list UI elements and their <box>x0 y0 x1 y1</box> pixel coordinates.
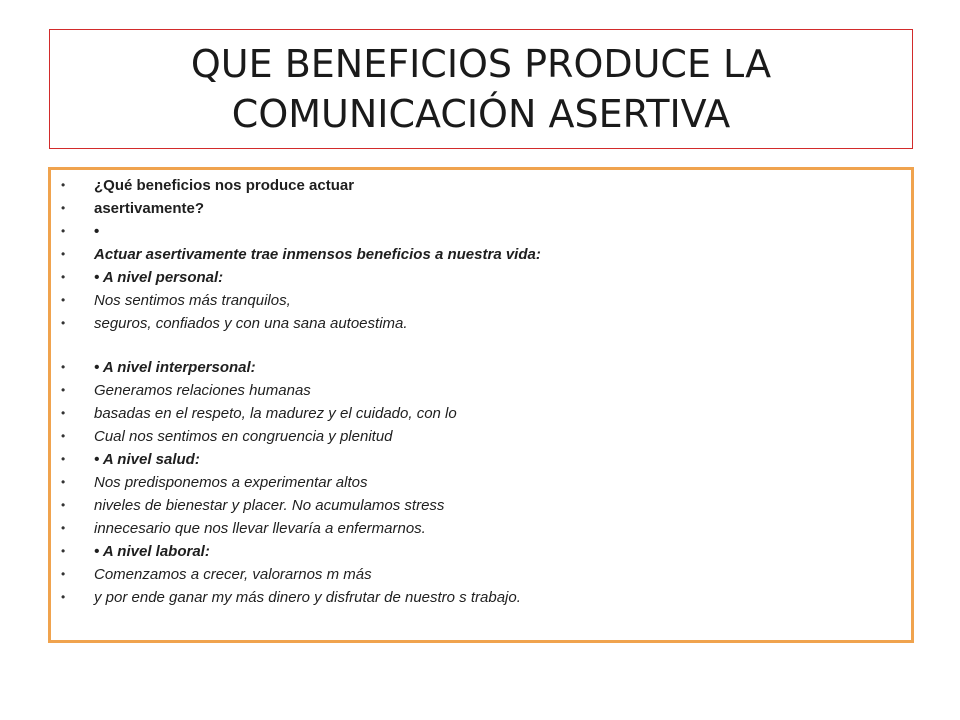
slide-title-line-2: COMUNICACIÓN ASERTIVA <box>231 92 731 136</box>
bullet-icon: • <box>61 270 66 284</box>
bullet-icon: • <box>61 452 66 466</box>
list-item-text: y por ende ganar my más dinero y disfrutar de nuestro s trabajo. <box>94 589 521 606</box>
list-item-text: Generamos relaciones humanas <box>94 382 311 399</box>
list-item-text: Actuar asertivamente trae inmensos beneficios a nuestra vida: <box>94 246 541 263</box>
list-item <box>51 448 911 471</box>
list-item-text: niveles de bienestar y placer. No acumulamos stress <box>94 497 445 514</box>
list-item <box>51 586 911 609</box>
list-item <box>51 312 911 335</box>
list-item <box>51 402 911 425</box>
list-item-text: seguros, confiados y con una sana autoestima. <box>94 315 408 332</box>
section-heading-laboral: • A nivel laboral: <box>94 543 210 560</box>
title-box <box>49 29 913 149</box>
bullet-icon: • <box>61 498 66 512</box>
list-item <box>51 540 911 563</box>
list-item-text: asertivamente? <box>94 200 205 217</box>
bullet-icon: • <box>61 224 66 238</box>
list-item <box>51 563 911 586</box>
list-item <box>51 289 911 312</box>
list-item <box>51 494 911 517</box>
bullet-icon: • <box>61 521 66 535</box>
slide-title <box>191 39 771 139</box>
list-item <box>51 174 911 197</box>
list-item-text: Nos sentimos más tranquilos, <box>94 292 291 309</box>
list-item-text: Cual nos sentimos en congruencia y plenitud <box>94 428 393 445</box>
section-heading-interpersonal: • A nivel interpersonal: <box>94 359 256 376</box>
list-item-text: Nos predisponemos a experimentar altos <box>94 474 368 491</box>
list-item <box>51 517 911 540</box>
bullet-icon: • <box>61 475 66 489</box>
list-item <box>51 471 911 494</box>
bullet-icon: • <box>61 316 66 330</box>
bullet-icon: • <box>61 201 66 215</box>
list-item <box>51 379 911 402</box>
list-item-text: innecesario que nos llevar llevaría a enfermarnos. <box>94 520 426 537</box>
bullet-list <box>51 174 911 609</box>
bullet-icon: • <box>61 293 66 307</box>
bullet-icon: • <box>61 383 66 397</box>
list-item-text: Comenzamos a crecer, valorarnos m más <box>94 566 372 583</box>
content-box <box>48 167 914 643</box>
list-item <box>51 266 911 289</box>
bullet-icon: • <box>61 567 66 581</box>
list-item <box>51 356 911 379</box>
bullet-icon: • <box>61 178 66 192</box>
list-item <box>51 425 911 448</box>
bullet-icon: • <box>61 406 66 420</box>
bullet-icon: • <box>61 360 66 374</box>
list-item <box>51 220 911 243</box>
list-item-text: • <box>94 223 100 240</box>
section-heading-personal: • A nivel personal: <box>94 269 224 286</box>
list-item <box>51 197 911 220</box>
list-item <box>51 243 911 266</box>
bullet-icon: • <box>61 544 66 558</box>
bullet-icon: • <box>61 247 66 261</box>
section-heading-salud: • A nivel salud: <box>94 451 200 468</box>
bullet-icon: • <box>61 590 66 604</box>
bullet-icon: • <box>61 429 66 443</box>
slide-title-line-1: QUE BENEFICIOS PRODUCE LA <box>190 42 772 86</box>
list-item-text: basadas en el respeto, la madurez y el cuidado, con lo <box>94 405 457 422</box>
list-item-text: ¿Qué beneficios nos produce actuar <box>94 177 355 194</box>
